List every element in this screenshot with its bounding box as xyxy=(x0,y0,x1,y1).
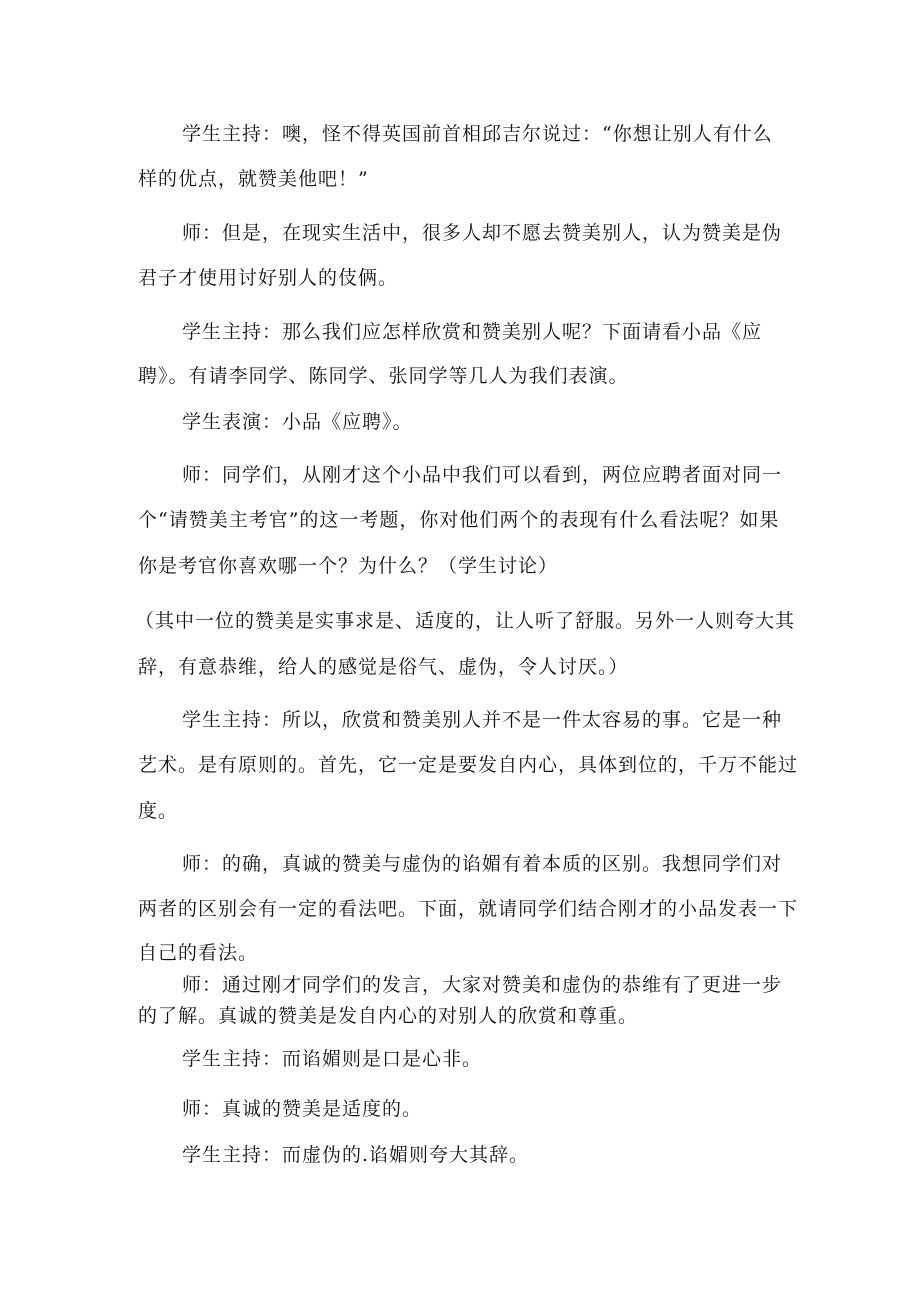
text-line: 度。 xyxy=(138,800,179,822)
text-line: 你是考官你喜欢哪一个？为什么？（学生讨论） xyxy=(138,555,559,577)
text-line: 学生主持：所以，欣赏和赞美别人并不是一件太容易的事。它是一种 xyxy=(182,709,783,731)
text-line: 艺术。是有原则的。首先，它一定是要发自内心，具体到位的，千万不能过 xyxy=(138,754,799,776)
text-line: 师：通过刚才同学们的发言，大家对赞美和虚伪的恭维有了更进一步 xyxy=(182,974,783,996)
text-line: 聘》。有请李同学、陈同学、张同学等几人为我们表演。 xyxy=(138,365,629,387)
text-line: 师：但是，在现实生活中，很多人却不愿去赞美别人，认为赞美是伪 xyxy=(182,222,783,244)
text-line: 师：真诚的赞美是适度的。 xyxy=(182,1098,423,1120)
text-line: 学生主持：那么我们应怎样欣赏和赞美别人呢？下面请看小品《应 xyxy=(182,321,763,343)
text-line: 学生主持：而虚伪的.谄媚则夸大其辞。 xyxy=(182,1144,530,1166)
text-line: 样的优点，就赞美他吧！” xyxy=(138,168,369,190)
text-line: 学生主持：而谄媚则是口是心非。 xyxy=(182,1048,483,1070)
text-line: 自己的看法。 xyxy=(138,942,259,964)
text-line: 的了解。真诚的赞美是发自内心的对别人的欣赏和尊重。 xyxy=(138,1005,639,1027)
text-line: （其中一位的赞美是实事求是、适度的，让人听了舒服。另外一人则夸大其 xyxy=(135,610,796,632)
text-line: 师：的确，真诚的赞美与虚伪的谄媚有着本质的区别。我想同学们对 xyxy=(182,853,783,875)
text-line: 君子才使用讨好别人的伎俩。 xyxy=(138,267,399,289)
text-line: 师：同学们，从刚才这个小品中我们可以看到，两位应聘者面对同一 xyxy=(182,464,783,486)
text-line: 学生主持：噢，怪不得英国前首相邱吉尔说过：“你想让别人有什么 xyxy=(182,123,773,145)
text-line: 个“请赞美主考官”的这一考题，你对他们两个的表现有什么看法呢？如果 xyxy=(138,509,780,531)
text-line: 学生表演：小品《应聘》。 xyxy=(182,411,413,433)
text-line: 辞，有意恭维，给人的感觉是俗气、虚伪，令人讨厌。） xyxy=(138,656,629,678)
text-line: 两者的区别会有一定的看法吧。下面，就请同学们结合刚才的小品发表一下 xyxy=(138,898,799,920)
